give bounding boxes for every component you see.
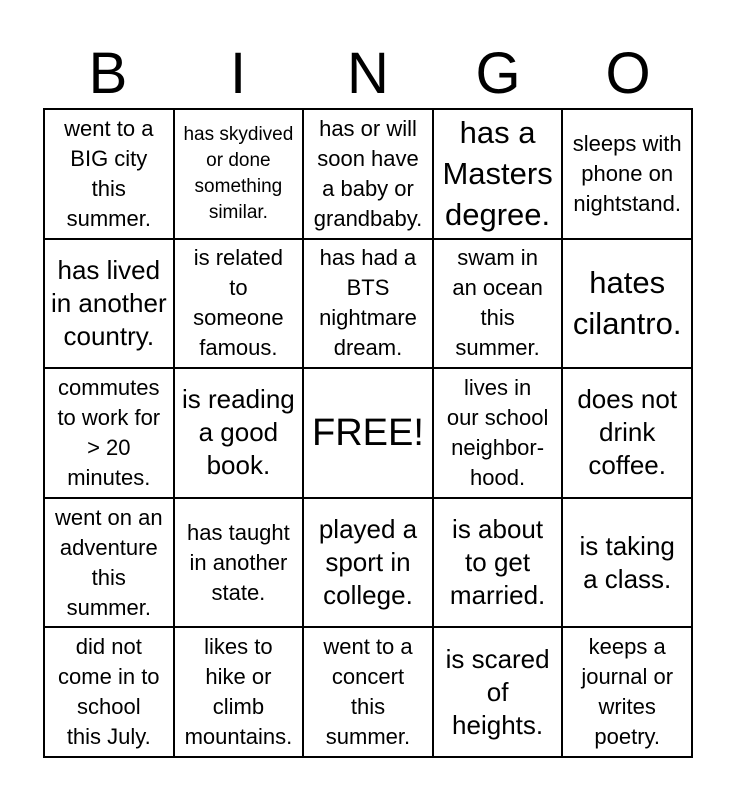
cell-text: swam in an ocean this summer. bbox=[452, 245, 543, 361]
cell-text: lives in our school neighbor- hood. bbox=[446, 374, 549, 490]
bingo-cell[interactable] bbox=[562, 627, 692, 757]
cell-text: went on an adventure this summer. bbox=[54, 504, 163, 620]
cell-text: is taking a class. bbox=[579, 530, 675, 594]
cell-text: did not come in to school this July. bbox=[58, 634, 160, 750]
cell-text: is reading a good book. bbox=[182, 384, 295, 481]
bingo-cell[interactable] bbox=[562, 368, 692, 498]
header-letter-o: O bbox=[605, 41, 651, 106]
cell-text: played a sport in college. bbox=[318, 514, 418, 611]
header-letter-g: G bbox=[475, 41, 521, 106]
bingo-cell[interactable] bbox=[303, 239, 433, 369]
cell-text: went to a BIG city this summer. bbox=[64, 115, 154, 231]
bingo-cell[interactable] bbox=[174, 498, 304, 628]
free-space-text: FREE! bbox=[312, 411, 424, 454]
bingo-cell[interactable] bbox=[174, 109, 304, 239]
free-space-cell[interactable] bbox=[303, 368, 433, 498]
bingo-cell[interactable] bbox=[303, 109, 433, 239]
bingo-board bbox=[43, 108, 693, 758]
bingo-cell[interactable] bbox=[303, 498, 433, 628]
header-letter-n: N bbox=[347, 41, 389, 106]
bingo-cell[interactable] bbox=[562, 498, 692, 628]
bingo-cell[interactable] bbox=[433, 368, 563, 498]
bingo-cell[interactable] bbox=[433, 109, 563, 239]
cell-text: has taught in another state. bbox=[187, 519, 290, 605]
bingo-cell[interactable] bbox=[433, 498, 563, 628]
bingo-cell[interactable] bbox=[433, 239, 563, 369]
cell-text: has a Masters degree. bbox=[442, 115, 553, 233]
cell-text: is related to someone famous. bbox=[193, 245, 284, 361]
bingo-cell[interactable] bbox=[44, 109, 174, 239]
bingo-header bbox=[43, 40, 693, 108]
header-letter-b: B bbox=[88, 41, 128, 106]
cell-text: sleeps with phone on nightstand. bbox=[572, 130, 682, 216]
cell-text: does not drink coffee. bbox=[577, 384, 678, 481]
cell-text: hates cilantro. bbox=[572, 265, 682, 342]
header-letter-i: I bbox=[229, 41, 247, 106]
bingo-cell[interactable] bbox=[562, 239, 692, 369]
cell-text: has skydived or done something similar. bbox=[183, 123, 294, 223]
bingo-cell[interactable] bbox=[303, 627, 433, 757]
cell-text: has had a BTS nightmare dream. bbox=[319, 245, 417, 361]
bingo-cell[interactable] bbox=[174, 239, 304, 369]
cell-text: has or will soon have a baby or grandbaby. bbox=[313, 115, 423, 231]
cell-text: is scared of heights. bbox=[445, 643, 550, 740]
cell-text: keeps a journal or writes poetry. bbox=[581, 634, 674, 750]
cell-text: went to a concert this summer. bbox=[323, 634, 413, 750]
cell-text: has lived in another country. bbox=[50, 254, 167, 351]
bingo-cell[interactable] bbox=[433, 627, 563, 757]
bingo-cell[interactable] bbox=[174, 368, 304, 498]
cell-text: likes to hike or climb mountains. bbox=[184, 634, 293, 750]
bingo-cell[interactable] bbox=[44, 239, 174, 369]
bingo-cell[interactable] bbox=[174, 627, 304, 757]
bingo-cell[interactable] bbox=[44, 498, 174, 628]
bingo-cell[interactable] bbox=[44, 368, 174, 498]
bingo-cell[interactable] bbox=[562, 109, 692, 239]
bingo-cell[interactable] bbox=[44, 627, 174, 757]
cell-text: is about to get married. bbox=[449, 514, 546, 611]
cell-text: commutes to work for > 20 minutes. bbox=[57, 374, 161, 490]
